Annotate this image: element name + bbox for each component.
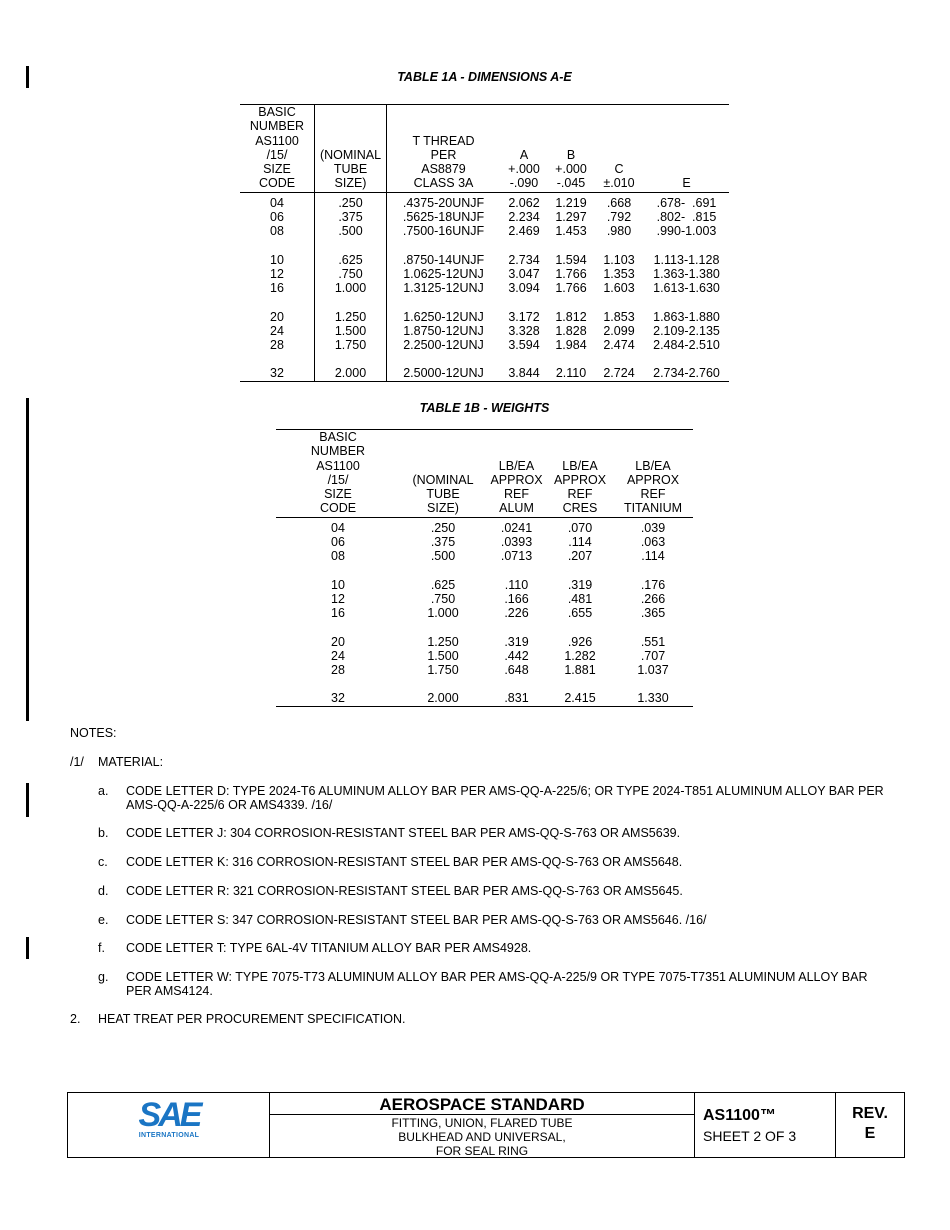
tube-size-cell: 1.500 [315, 324, 387, 338]
header-line: PER [430, 147, 457, 162]
size-code-cell: 10 [270, 252, 284, 267]
header-line: BASIC [319, 430, 357, 444]
table-row [276, 549, 693, 563]
table-1b-title: TABLE 1B - WEIGHTS [419, 401, 550, 415]
header-tube-size [315, 105, 387, 193]
dim-b-cell: 2.110 [548, 366, 594, 381]
size-code-cell: 04 [331, 520, 345, 535]
dim-b-cell: 1.984 [555, 338, 587, 353]
header-line: E [682, 176, 691, 191]
titanium-weight-cell: .039 [640, 520, 666, 535]
table-row [276, 649, 693, 663]
header-line: APPROX [553, 472, 607, 487]
revision-cell [836, 1093, 904, 1157]
dim-c-cell: 2.724 [594, 366, 644, 381]
tube-size-cell: .750 [430, 591, 456, 606]
dim-e-cell: 2.109-2.135 [653, 323, 720, 338]
group-spacer [240, 352, 729, 366]
header-line: +.000 [555, 162, 587, 177]
cres-weight-cell: .207 [567, 549, 593, 564]
dim-a-cell: 3.328 [508, 323, 540, 338]
size-code-cell: 12 [270, 266, 284, 281]
standard-title: AEROSPACE STANDARD [270, 1095, 694, 1115]
material-item-text: CODE LETTER J: 304 CORROSION-RESISTANT STEEL BAR PER AMS-QQ-S-763 OR AMS5639. [126, 826, 681, 840]
table-row [240, 192, 729, 210]
tube-size-cell: .750 [315, 267, 387, 281]
cres-weight-cell: .114 [568, 535, 592, 550]
material-item-text: CODE LETTER S: 347 CORROSION-RESISTANT STEEL BAR PER AMS-QQ-S-763 OR AMS5646. /16/ [126, 913, 707, 927]
header-line: +.000 [508, 162, 540, 177]
header-a [500, 105, 548, 193]
alum-weight-cell: .319 [504, 634, 529, 649]
material-item-text: CODE LETTER R: 321 CORROSION-RESISTANT STEEL BAR PER AMS-QQ-S-763 OR AMS5645. [126, 884, 683, 898]
material-item-letter: g. [98, 970, 109, 984]
alum-weight-cell: .648 [504, 663, 529, 678]
tube-size-cell: .375 [315, 210, 387, 224]
dim-a-cell: 3.047 [508, 266, 540, 281]
table-row [276, 535, 693, 549]
dim-a-cell: 3.594 [508, 338, 540, 353]
header-line: APPROX [626, 472, 680, 487]
note-1-title: MATERIAL: [98, 755, 164, 769]
header-line: REF [504, 487, 529, 502]
table-row [276, 517, 693, 535]
dim-e-cell: 2.734-2.760 [644, 366, 729, 381]
tube-size-cell: 1.500 [427, 648, 459, 663]
thread-cell: .7500-16UNJF [387, 224, 501, 238]
header-thread [387, 105, 501, 193]
tube-size-cell: 2.000 [315, 366, 387, 381]
dim-e-cell: 1.363-1.380 [653, 266, 720, 281]
cres-weight-cell: 2.415 [547, 691, 613, 706]
sae-logo-mark: SAE [138, 1096, 200, 1134]
size-code-cell: 04 [270, 195, 284, 210]
dim-b-cell: 1.812 [555, 309, 587, 324]
header-alum [486, 430, 547, 518]
tube-size-cell: 1.250 [315, 310, 387, 324]
table-row [276, 592, 693, 606]
table-1a-title: TABLE 1A - DIMENSIONS A-E [397, 70, 572, 84]
header-line: (NOMINAL [319, 147, 382, 162]
header-line: REF [567, 487, 593, 502]
dim-a-cell: 2.469 [508, 224, 540, 239]
table-row [240, 210, 729, 224]
tube-size-cell: 2.000 [400, 691, 486, 706]
material-item-text: CODE LETTER D: TYPE 2024-T6 ALUMINUM ALLOY BAR PER AMS-QQ-A-225/6; OR TYPE 2024-T851 ALUMINUM ALLOY BAR PER AMS-QQ-A-225/6 OR AMS4339. /16/ [126, 784, 884, 812]
group-spacer [240, 239, 729, 253]
revision-label: REV. [852, 1105, 888, 1122]
logo-cell [68, 1093, 270, 1157]
tube-size-cell: .250 [430, 520, 456, 535]
dim-c-cell: 1.603 [603, 281, 635, 296]
dim-e-cell: .990-1.003 [656, 224, 717, 239]
size-code-cell: 24 [331, 648, 345, 663]
sae-logo [68, 1096, 270, 1139]
header-e [644, 105, 729, 193]
cres-weight-cell: .481 [567, 591, 593, 606]
alum-weight-cell: .166 [504, 591, 529, 606]
dim-e-cell: .802- .815 [656, 210, 717, 225]
dim-e-cell: .678- .691 [656, 195, 717, 210]
material-item-letter: a. [98, 784, 109, 798]
table-row [240, 224, 729, 238]
size-code-cell: 08 [270, 224, 284, 239]
header-line: TUBE [426, 487, 460, 502]
header-cres [547, 430, 613, 518]
size-code-cell: 10 [331, 577, 345, 592]
titanium-weight-cell: .266 [640, 591, 666, 606]
size-code-cell: 08 [331, 549, 345, 564]
header-line: -.045 [556, 176, 586, 191]
titanium-weight-cell: 1.330 [613, 691, 693, 706]
material-item-text: CODE LETTER K: 316 CORROSION-RESISTANT STEEL BAR PER AMS-QQ-S-763 OR AMS5648. [126, 855, 683, 869]
dim-a-cell: 2.734 [508, 252, 540, 267]
dimensions-table [240, 104, 729, 382]
titanium-weight-cell: .063 [640, 535, 666, 550]
header-line: BASIC [258, 105, 296, 119]
cres-weight-cell: .926 [567, 634, 593, 649]
alum-weight-cell: .442 [504, 648, 529, 663]
tube-size-cell: .250 [315, 192, 387, 210]
note-2-label: 2. [70, 1012, 81, 1026]
table-row [240, 366, 729, 381]
group-spacer [276, 677, 693, 691]
size-code-cell: 16 [270, 281, 284, 296]
dim-c-cell: .980 [606, 224, 632, 239]
size-code-cell: 20 [270, 309, 284, 324]
titanium-weight-cell: 1.037 [637, 663, 669, 678]
cres-weight-cell: 1.282 [564, 648, 596, 663]
material-item-letter: b. [98, 826, 109, 840]
group-spacer [240, 296, 729, 310]
tube-size-cell: 1.000 [315, 281, 387, 295]
size-code-cell: 32 [276, 691, 400, 706]
dim-c-cell: 2.474 [603, 338, 635, 353]
header-line: SIZE) [427, 501, 459, 516]
sae-logo-sub: INTERNATIONAL [138, 1132, 200, 1139]
size-code-cell: 06 [331, 535, 345, 550]
dim-a-cell: 3.844 [500, 366, 548, 381]
table-row [276, 663, 693, 677]
thread-cell: 2.2500-12UNJ [387, 338, 501, 352]
dim-b-cell: 1.297 [555, 210, 587, 225]
header-line: LB/EA [562, 458, 598, 473]
header-line: CODE [258, 176, 296, 191]
dim-b-cell: 1.219 [555, 195, 587, 210]
header-line: LB/EA [498, 458, 535, 473]
size-code-cell: 16 [331, 606, 345, 621]
material-item-letter: d. [98, 884, 109, 898]
thread-cell: 1.6250-12UNJ [387, 310, 501, 324]
material-item-text: CODE LETTER W: TYPE 7075-T73 ALUMINUM ALLOY BAR PER AMS-QQ-A-225/9 OR TYPE 7075-T7351 ALUMINUM ALLOY BAR PER AMS4124. [126, 970, 868, 998]
table-row [276, 691, 693, 706]
dim-c-cell: 1.853 [603, 309, 635, 324]
table-row [240, 310, 729, 324]
doc-number-cell [695, 1093, 836, 1157]
tube-size-cell: 1.000 [427, 606, 459, 621]
size-code-cell: 24 [270, 323, 284, 338]
thread-cell: .5625-18UNJF [387, 210, 501, 224]
table-row [276, 578, 693, 592]
size-code-cell: 32 [240, 366, 315, 381]
titanium-weight-cell: .707 [640, 648, 666, 663]
dim-c-cell: 1.353 [603, 266, 635, 281]
header-line: /15/ [266, 147, 288, 162]
header-line: CODE [319, 501, 357, 516]
header-line: CRES [562, 501, 598, 516]
tube-size-cell: .500 [315, 224, 387, 238]
titanium-weight-cell: .551 [640, 634, 666, 649]
dim-a-cell: 2.234 [508, 210, 540, 225]
header-b [548, 105, 594, 193]
material-item-letter: c. [98, 855, 108, 869]
header-line: APPROX [490, 472, 543, 487]
change-bar [26, 398, 29, 721]
table-row [240, 253, 729, 267]
header-line: -.090 [509, 176, 539, 191]
header-line: SIZE [324, 487, 352, 502]
standard-cell [270, 1093, 695, 1157]
sheet-number: SHEET 2 OF 3 [703, 1128, 797, 1144]
table-row [240, 324, 729, 338]
thread-cell: 1.8750-12UNJ [387, 324, 501, 338]
alum-weight-cell: .226 [504, 606, 529, 621]
thread-cell: 1.0625-12UNJ [387, 267, 501, 281]
change-bar [26, 937, 29, 959]
header-line: T THREAD [412, 133, 475, 148]
change-bar [26, 66, 29, 88]
header-line: ALUM [499, 501, 534, 516]
cres-weight-cell: 1.881 [564, 663, 596, 678]
header-line: AS1100 [316, 458, 360, 473]
table-row [276, 606, 693, 620]
header-c [594, 105, 644, 193]
description-line: FOR SEAL RING [435, 1144, 529, 1158]
thread-cell: .4375-20UNJF [387, 192, 501, 210]
header-line: C [614, 162, 624, 177]
header-line: A [519, 147, 529, 162]
header-line: /15/ [327, 472, 349, 487]
dim-e-cell: 1.613-1.630 [653, 281, 720, 296]
alum-weight-cell: .0241 [500, 520, 533, 535]
description-line: BULKHEAD AND UNIVERSAL, [398, 1130, 566, 1144]
cres-weight-cell: .655 [567, 606, 593, 621]
tube-size-cell: .375 [430, 535, 456, 550]
alum-weight-cell: .0393 [500, 535, 533, 550]
table-row [240, 338, 729, 352]
header-line: AS8879 [421, 162, 466, 177]
alum-weight-cell: .0713 [500, 549, 533, 564]
description-line: FITTING, UNION, FLARED TUBE [391, 1116, 573, 1130]
dim-e-cell: 1.863-1.880 [653, 309, 720, 324]
header-line: B [566, 147, 576, 162]
header-tube-size [400, 430, 486, 518]
header-line: TITANIUM [623, 501, 683, 516]
header-line: AS1100 [255, 133, 299, 148]
tube-size-cell: .625 [430, 577, 456, 592]
group-spacer [276, 621, 693, 635]
header-titanium [613, 430, 693, 518]
dim-e-cell: 2.484-2.510 [653, 338, 720, 353]
size-code-cell: 28 [331, 663, 345, 678]
dim-c-cell: 2.099 [603, 323, 635, 338]
header-line: NUMBER [310, 444, 366, 459]
header-size-code [240, 105, 315, 193]
dim-a-cell: 2.062 [508, 195, 540, 210]
header-line: SIZE [263, 162, 291, 177]
header-line: (NOMINAL [412, 472, 474, 487]
dim-b-cell: 1.766 [555, 281, 587, 296]
part-description [270, 1116, 694, 1158]
alum-weight-cell: .110 [504, 577, 529, 592]
notes-heading: NOTES: [70, 726, 117, 740]
weights-table [276, 429, 693, 707]
change-bar [26, 783, 29, 817]
tube-size-cell: 1.250 [427, 634, 459, 649]
material-item-letter: e. [98, 913, 109, 927]
size-code-cell: 28 [270, 338, 284, 353]
dim-a-cell: 3.094 [508, 281, 540, 296]
size-code-cell: 20 [331, 634, 345, 649]
cres-weight-cell: .070 [567, 520, 593, 535]
thread-cell: .8750-14UNJF [387, 253, 501, 267]
document-number: AS1100™ [703, 1107, 776, 1124]
header-line: NUMBER [249, 119, 305, 134]
dim-b-cell: 1.766 [555, 266, 587, 281]
thread-cell: 1.3125-12UNJ [387, 281, 501, 295]
dim-b-cell: 1.594 [555, 252, 587, 267]
tube-size-cell: .500 [430, 549, 456, 564]
thread-cell: 2.5000-12UNJ [387, 366, 501, 381]
table-row [240, 281, 729, 295]
cres-weight-cell: .319 [567, 577, 593, 592]
header-line: REF [640, 487, 666, 502]
header-line: SIZE) [334, 176, 367, 191]
header-line: CLASS 3A [413, 176, 474, 191]
dim-c-cell: .668 [606, 195, 632, 210]
material-item-text: CODE LETTER T: TYPE 6AL-4V TITANIUM ALLOY BAR PER AMS4928. [126, 941, 532, 955]
dim-e-cell: 1.113-1.128 [653, 252, 720, 267]
tube-size-cell: 1.750 [427, 663, 459, 678]
header-line: ±.010 [603, 176, 635, 191]
titanium-weight-cell: .114 [641, 549, 665, 564]
title-block [67, 1092, 905, 1158]
note-1-label: /1/ [70, 755, 84, 769]
dim-a-cell: 3.172 [508, 309, 540, 324]
note-2-text: HEAT TREAT PER PROCUREMENT SPECIFICATION. [98, 1012, 406, 1026]
group-spacer [276, 564, 693, 578]
revision-value: E [864, 1125, 876, 1142]
header-line: TUBE [333, 162, 368, 177]
dim-c-cell: 1.103 [603, 252, 635, 267]
dim-b-cell: 1.453 [555, 224, 587, 239]
header-size-code [276, 430, 400, 518]
titanium-weight-cell: .176 [640, 577, 666, 592]
dim-c-cell: .792 [606, 210, 632, 225]
size-code-cell: 06 [270, 210, 284, 225]
table-row [276, 635, 693, 649]
table-row [240, 267, 729, 281]
tube-size-cell: .625 [315, 253, 387, 267]
material-item-letter: f. [98, 941, 105, 955]
tube-size-cell: 1.750 [315, 338, 387, 352]
titanium-weight-cell: .365 [640, 606, 666, 621]
size-code-cell: 12 [331, 591, 345, 606]
dim-b-cell: 1.828 [555, 323, 587, 338]
alum-weight-cell: .831 [486, 691, 547, 706]
header-line: LB/EA [635, 458, 671, 473]
